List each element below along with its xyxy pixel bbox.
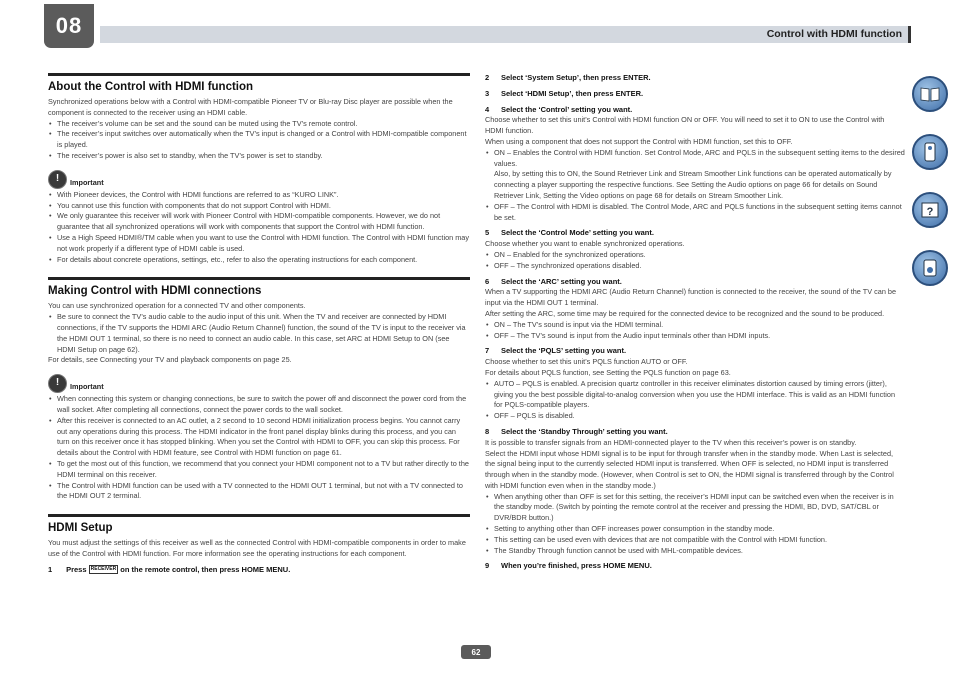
step-7: 7 Select the ‘PQLS’ setting you want. — [485, 346, 627, 356]
step-9: 9 When you’re finished, press HOME MENU. — [485, 561, 652, 571]
making-important-list — [48, 394, 470, 502]
list-item: • The receiver’s input switches over automatically when the TV’s input is changed or a Control with HDMI-compatible component is played. — [57, 129, 470, 151]
important-icon: ! — [48, 374, 67, 393]
list-item: • You cannot use this function with components that do not support Control with HDMI. — [57, 201, 470, 212]
speaker-icon[interactable] — [912, 250, 948, 286]
step-5: 5 Select the ‘Control Mode’ setting you want. — [485, 228, 654, 238]
step-7-options — [485, 379, 905, 422]
making-bullets — [48, 312, 470, 355]
list-item: • OFF – PQLS is disabled. — [494, 411, 905, 422]
step-3: 3 Select ‘HDMI Setup’, then press ENTER. — [485, 88, 644, 98]
making-details-link[interactable]: For details, see Connecting your TV and playback components on page 25. — [48, 355, 292, 365]
list-item: • ON – Enabled for the synchronized operations. — [494, 250, 905, 261]
step-7-text[interactable]: For details about PQLS function, see Setting the PQLS function on page 63. — [485, 367, 731, 377]
list-item: • The receiver’s volume can be set and the sound can be muted using the TV’s remote control. — [57, 119, 470, 130]
list-item: • The Control with HDMI function can be used with a TV connected to the HDMI OUT 1 terminal, but not with a TV connected to the HDMI OUT 2 terminal. — [57, 481, 470, 503]
step-6-text: After setting the ARC, some time may be required for the connected device to be recognized and the sound to be produced. — [485, 308, 885, 318]
list-item: • For details about concrete operations, settings, etc., refer to also the operating instructions for each component. — [57, 255, 470, 266]
step-4-options — [485, 148, 905, 224]
step-2: 2 Select ‘System Setup’, then press ENTER. — [485, 73, 651, 82]
list-item: • After this receiver is connected to an AC outlet, a 2 second to 10 second HDMI initialization process begins. You cannot carry out any operations during this process. The HDMI indicator in the front panel display blinks during this process, and you can turn on this receiver once it has stopped blinking. When you set the Control with HDMI to OFF, you can skip this process. For details about the Control with HDMI feature, see Control with HDMI function on page 61. — [57, 416, 470, 459]
step-8: 8 Select the ‘Standby Through’ setting you want. — [485, 426, 668, 436]
section-title-hdmi-setup: HDMI Setup — [48, 514, 470, 535]
list-item: • Be sure to connect the TV’s audio cable to the audio input of this unit. When the TV and receiver are connected by HDMI connections, if the TV supports the HDMI ARC (Audio Return Channel) function, the sound of the TV is input to the receiver via the HDMI OUT 1 terminal, so there is no need to connect an audio cable. In this case, set ARC at HDMI Setup to ON (see HDMI Setup on page 62). — [57, 312, 470, 355]
making-intro: You can use synchronized operation for a connected TV and other components. — [48, 301, 306, 311]
list-item: • OFF – The synchronized operations disabled. — [494, 261, 905, 272]
section-title-making: Making Control with HDMI connections — [48, 277, 470, 298]
step-8-bullets — [485, 492, 905, 557]
important-note — [48, 170, 470, 189]
list-item: • Use a High Speed HDMI®/TM cable when you want to use the Control with HDMI function. The Control with HDMI function may not work properly if a different type of HDMI cable is used. — [57, 233, 470, 255]
page-number: 62 — [461, 645, 491, 659]
list-item: • When connecting this system or changing connections, be sure to switch the power off and disconnect the power cord from the wall socket. After completing all connections, connect the power cords to the wall socket. — [57, 394, 470, 416]
step-4: 4 Select the ‘Control’ setting you want. — [485, 104, 633, 114]
step-7-text: Choose whether to set this unit’s PQLS function AUTO or OFF. — [485, 357, 688, 367]
important-note — [48, 374, 470, 393]
list-item: • With Pioneer devices, the Control with HDMI functions are referred to as “KURO LINK”. — [57, 190, 470, 201]
step-6-options — [485, 320, 905, 342]
chapter-number-tab: 08 — [44, 4, 94, 48]
hdmi-setup-intro: You must adjust the settings of this receiver as well as the connected Control with HDMI-compatible components in order to make use of the Control with HDMI function. For more information see the operating instructions for each component. — [48, 538, 466, 558]
about-bullets — [48, 119, 470, 162]
important-label: Important — [70, 177, 104, 187]
step-4-text: Choose whether to set this unit’s Control with HDMI function ON or OFF. You will need to set it to ON to use the Control with HDMI function. — [485, 115, 885, 136]
list-item: • OFF – The Control with HDMI is disabled. The Control Mode, ARC and PQLS functions in the subsequent setting items cannot be set. — [494, 202, 905, 224]
step-5-options — [485, 250, 905, 272]
remote-icon[interactable] — [912, 134, 948, 170]
about-intro: Synchronized operations below with a Control with HDMI-compatible Pioneer TV or Blu-ray Disc player are possible when the component is connected to the receiver using an HDMI cable. — [48, 97, 453, 117]
list-item: • This setting can be used even with devices that are not compatible with the Control with HDMI function. — [494, 535, 905, 546]
list-item: • AUTO – PQLS is enabled. A precision quartz controller in this receiver eliminates distortion caused by timing errors (jitter), giving you the best possible digital-to-analog conversion when you use the HDMI interface. This is valid as an HDMI function for PQLS-compatible players. — [494, 379, 905, 411]
step-6-text: When a TV supporting the HDMI ARC (Audio Return Channel) function is connected to the receiver, the sound of the TV can be input via the HDMI OUT 1 terminal. — [485, 287, 897, 308]
step-8-text: It is possible to transfer signals from an HDMI-connected player to the TV when this receiver’s power is on standby. — [485, 437, 857, 447]
header-bar — [100, 26, 911, 43]
list-item: • ON – The TV’s sound is input via the HDMI terminal. — [494, 320, 905, 331]
right-column — [485, 73, 905, 572]
left-column — [48, 73, 470, 576]
step-8-text: Select the HDMI input whose HDMI signal is to be input for through transfer when in the standby mode. When Last is selected, the signal being input to the currently selected HDMI input is transferred. When OFF is selected, no HDMI input is transferred through when in the standby mode. (However, when Control is set to ON, the HDMI signal is transferred through by the Control with HDMI function even when in the standby mode.) — [485, 448, 894, 490]
list-item: • OFF – The TV’s sound is input from the Audio input terminals other than HDMI inputs. — [494, 331, 905, 342]
about-important-list — [48, 190, 470, 266]
svg-text:?: ? — [926, 206, 934, 218]
section-title-about: About the Control with HDMI function — [48, 73, 470, 94]
important-label: Important — [70, 382, 104, 392]
step-5-text: Choose whether you want to enable synchronized operations. — [485, 239, 685, 249]
important-icon: ! — [48, 170, 67, 189]
step-6: 6 Select the ‘ARC’ setting you want. — [485, 276, 622, 286]
troubleshoot-icon[interactable] — [912, 192, 948, 228]
list-item: • To get the most out of this function, we recommend that you connect your HDMI component not to a TV but rather directly to the HDMI terminal on this receiver. — [57, 459, 470, 481]
step-1: 1 Press RECEIVER on the remote control, then press HOME MENU. — [48, 564, 291, 574]
list-item: • The Standby Through function cannot be used with MHL-compatible devices. — [494, 546, 905, 557]
list-item: • The receiver’s power is also set to standby, when the TV’s power is set to standby. — [57, 151, 470, 162]
list-item: • We only guarantee this receiver will work with Pioneer Control with HDMI-compatible components. However, we do not guarantee that all synchronized operations will work with components that support the Control with HDMI function. — [57, 211, 470, 233]
book-icon[interactable] — [912, 76, 948, 112]
list-item: • Setting to anything other than OFF increases power consumption in the standby mode. — [494, 524, 905, 535]
step-4-text: When using a component that does not support the Control with HDMI function, set this to OFF. — [485, 136, 793, 146]
list-item: • ON – Enables the Control with HDMI function. Set Control Mode, ARC and PQLS in the subsequent setting items to the desired values. Also, by setting this to ON, the Sound Retriever Link and Stream Smoother Link functions can be operated automatically by connecting a player supporting the respective functions. See Setting the Audio options on page 66 for details on Sound Retriever Link, Setting the Video options on page 68 for details on Stream Smoother Link. — [494, 148, 905, 202]
receiver-button-icon: RECEIVER — [90, 566, 117, 573]
side-navigation — [912, 76, 950, 308]
header-title: Control with HDMI function — [766, 28, 902, 40]
list-item: • When anything other than OFF is set for this setting, the receiver’s HDMI input can be switched even when the receiver is in the standby mode. (Switch by pointing the remote control at the receiver and pressing the HDMI, BD, DVD, SAT/CBL or DVR/BDR button.) — [494, 492, 905, 524]
